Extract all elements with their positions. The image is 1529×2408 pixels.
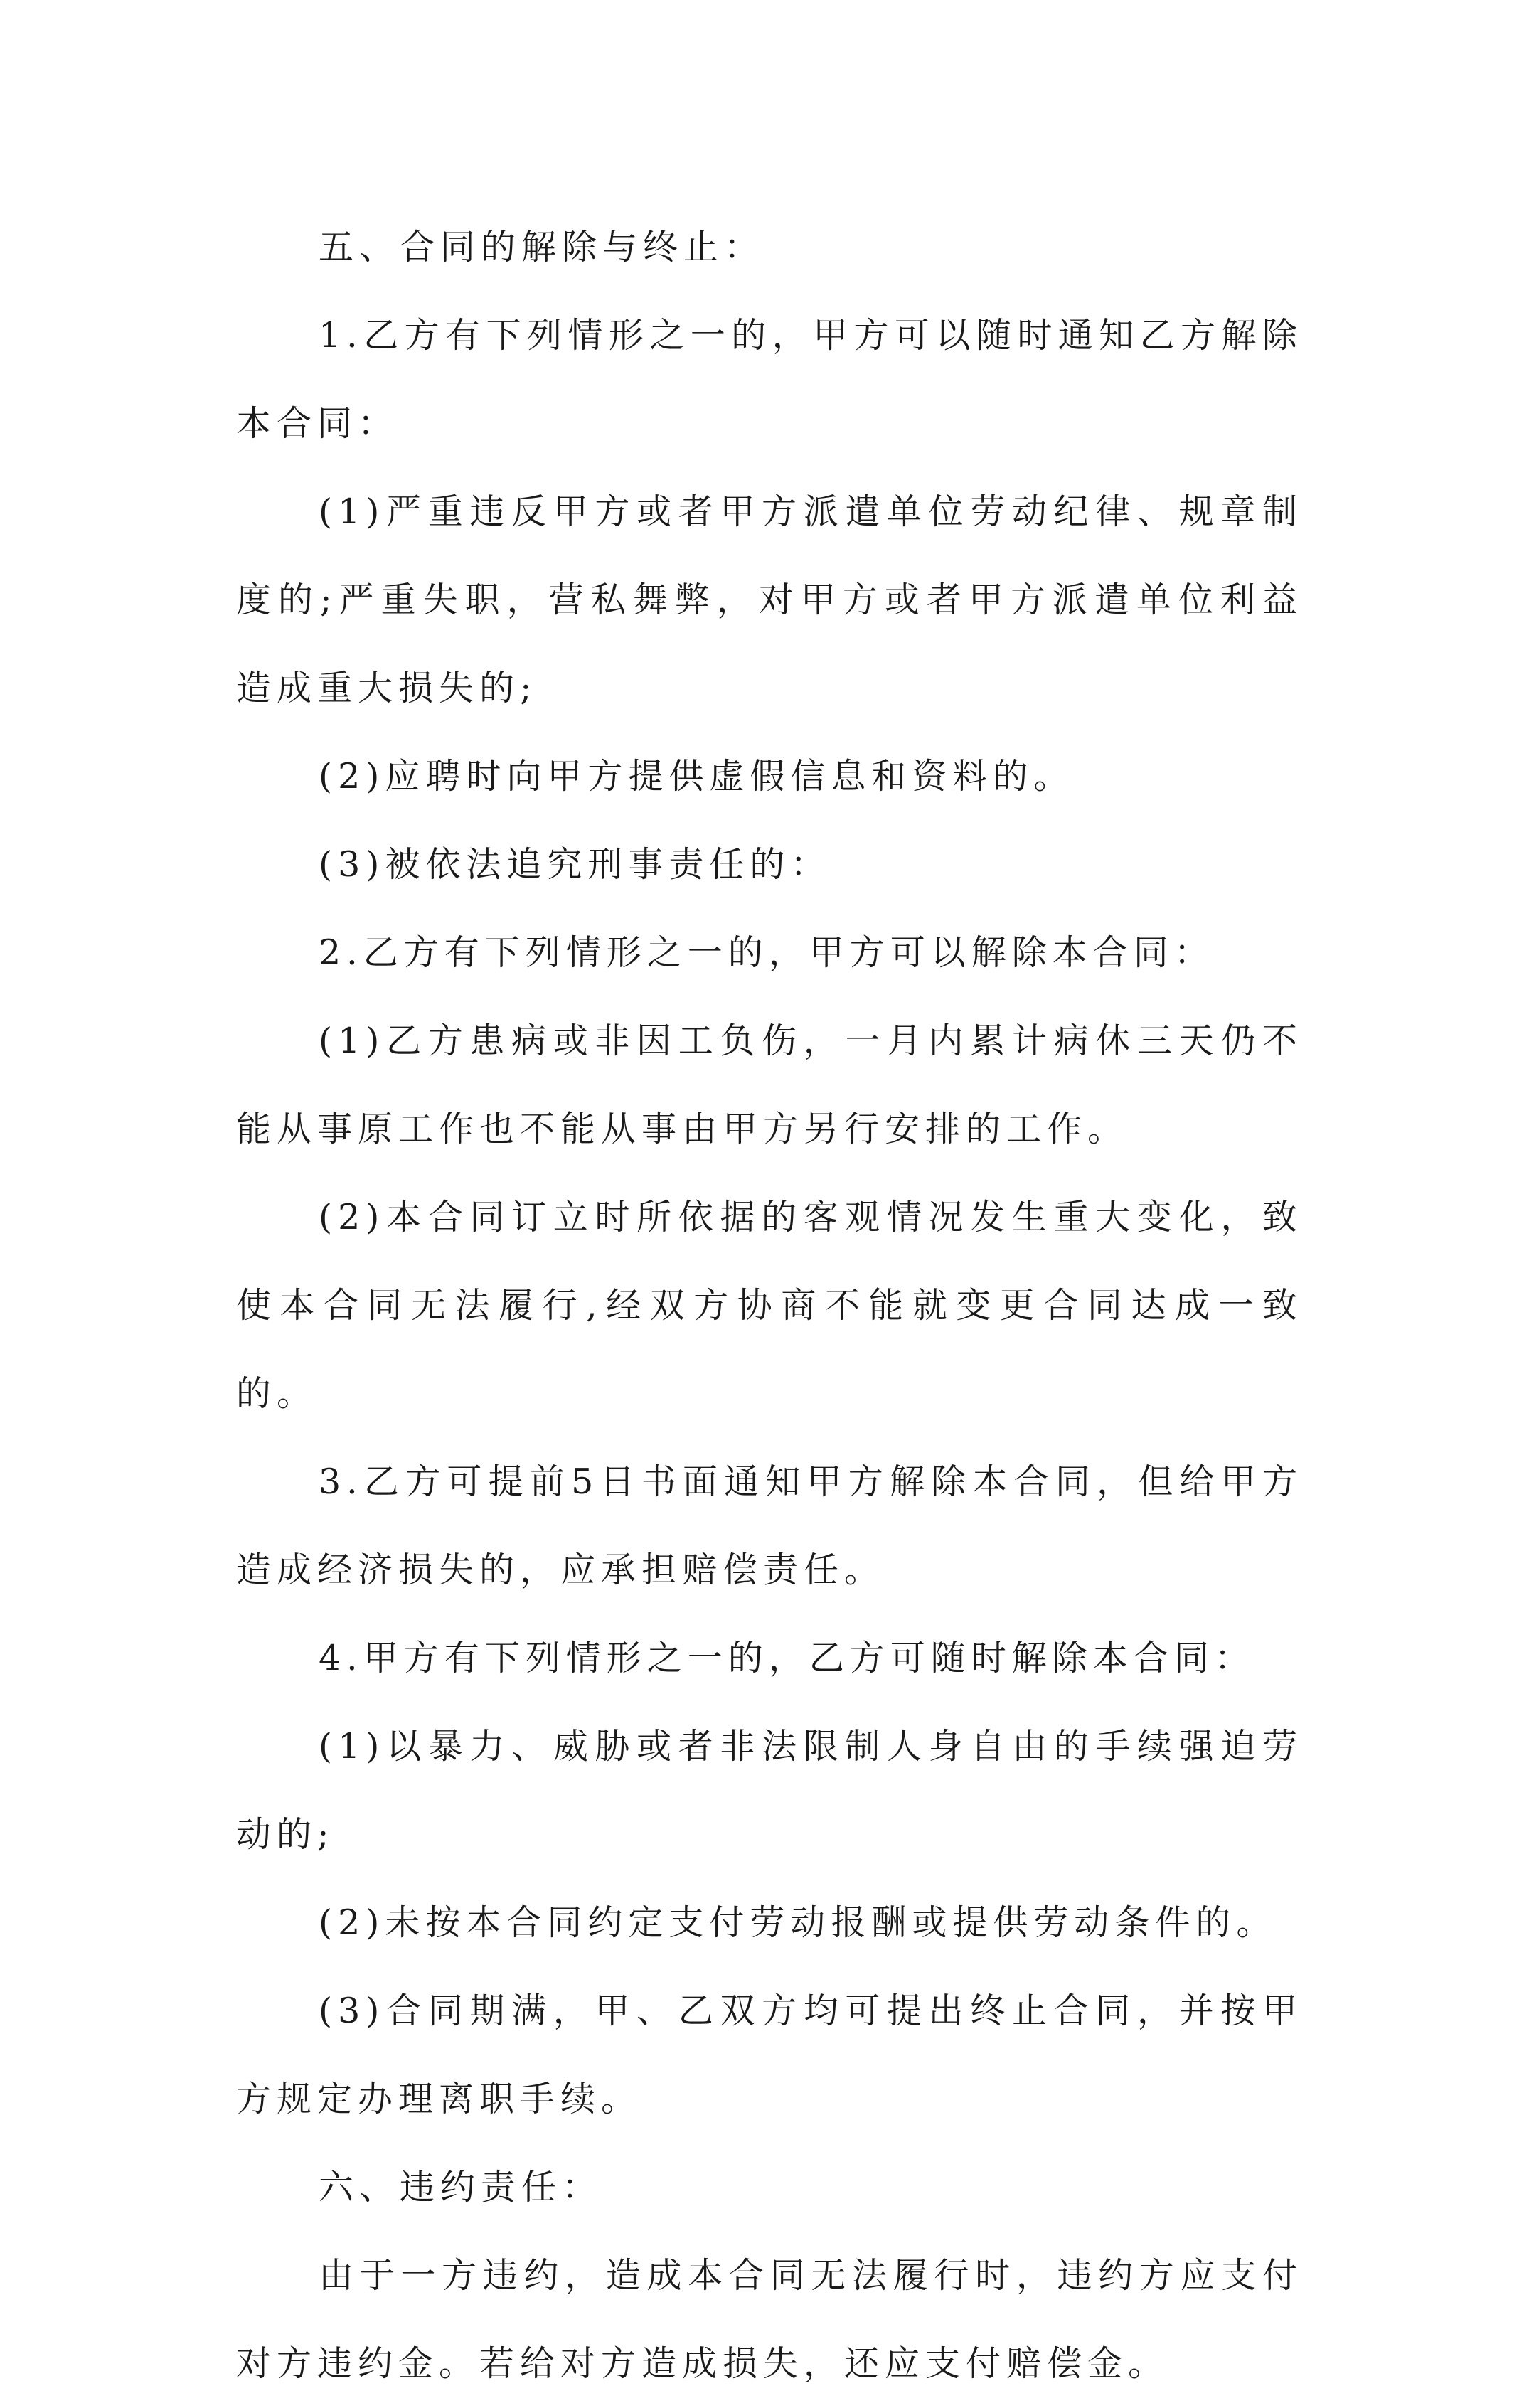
clause-4-item-2: (2)未按本合同约定支付劳动报酬或提供劳动条件的。 [319, 1902, 1277, 1943]
clause-2: 2.乙方有下列情形之一的，甲方可以解除本合同： [319, 932, 1215, 973]
clause-3: 3.乙方可提前5日书面通知甲方解除本合同，但给甲方造成经济损失的，应承担赔偿责任。 [236, 1461, 1303, 1590]
clause-4-item-1: (1)以暴力、威胁或者非法限制人身自由的手续强迫劳动的; [236, 1726, 1303, 1855]
clause-1-item-1: (1)严重违反甲方或者甲方派遣单位劳动纪律、规章制度的;严重失职，营私舞弊，对甲方或者甲方派遣单位利益造成重大损失的; [236, 491, 1303, 708]
document-body [236, 203, 1303, 2408]
liability-paragraph: 由于一方违约，造成本合同无法履行时，违约方应支付对方违约金。若给对方造成损失，还应支付赔偿金。 [236, 2255, 1303, 2384]
clause-2-item-2: (2)本合同订立时所依据的客观情况发生重大变化，致使本合同无法履行,经双方协商不能就变更合同达成一致的。 [236, 1197, 1303, 1414]
clause-2-item-1: (1)乙方患病或非因工负伤，一月内累计病休三天仍不能从事原工作也不能从事由甲方另行安排的工作。 [236, 1021, 1303, 1149]
clause-4-item-3: (3)合同期满，甲、乙双方均可提出终止合同，并按甲方规定办理离职手续。 [236, 1991, 1303, 2119]
clause-1-item-2: (2)应聘时向甲方提供虚假信息和资料的。 [319, 756, 1075, 797]
section-heading-liability: 六、违约责任： [319, 2167, 603, 2207]
clause-1-item-3: (3)被依法追究刑事责任的： [319, 844, 831, 885]
section-heading-termination: 五、合同的解除与终止： [319, 227, 765, 267]
clause-4: 4.甲方有下列情形之一的，乙方可随时解除本合同： [319, 1638, 1255, 1678]
clause-1: 1.乙方有下列情形之一的，甲方可以随时通知乙方解除本合同： [236, 315, 1303, 444]
